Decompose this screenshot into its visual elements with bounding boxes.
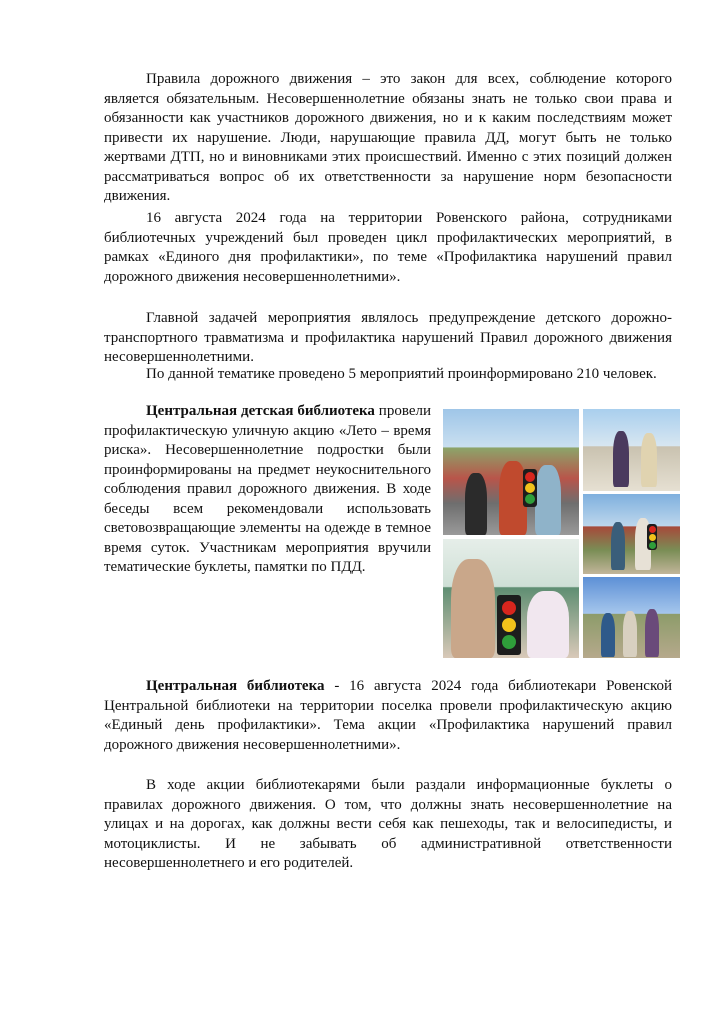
photo-collage (443, 409, 680, 658)
photo-square (583, 577, 680, 658)
photo-library-interior (443, 539, 579, 658)
children-library-text: провели профилактическую уличную акцию «Лето – время риска». Несовершеннолетние подростки были проинформированы на предмет неукоснительного соблюдения правил дорожного движения. В ходе беседы всем рекомендовали использовать световозвращающие элементы на одежде в темное время суток. Участникам мероприятия вручили тематические буклеты, памятки по ПДД. (104, 403, 431, 575)
photo-street-sidewalk (583, 409, 680, 491)
paragraph-children-library (104, 402, 431, 578)
paragraph-intro: Правила дорожного движения – это закон для всех, соблюдение которого является обязательным. Несовершеннолетние обязаны знать не только свои права и обязанности как участников дорожного движения, но и к каким последствиям может привести их нарушение. Люди, нарушающие правила ДД, могут быть не только жертвами ДТП, но и виновниками этих происшествий. Именно с этих позиций должен рассматриваться вопрос об их ответственности за нарушение норм безопасности движения. (104, 71, 672, 204)
paragraph-central-library (104, 677, 672, 755)
paragraph-main-task: Главной задачей мероприятия являлось предупреждение детского дорожно-транспортного травматизма и профилактика нарушений Правил дорожного движения несовершеннолетними. (104, 310, 672, 365)
central-library-heading: Центральная библиотека (146, 678, 325, 694)
paragraph-closing: В ходе акции библиотекарями были раздали информационные буклеты о правилах дорожного движения. О том, что должны знать несовершеннолетние на улицах и на дорогах, как должны вести себя как пешеходы, так и велосипедисты, и мотоциклисты. И не забывать об административной ответственности несовершеннолетнего и его родителей. (104, 777, 672, 871)
paragraph-event-date: 16 августа 2024 года на территории Ровенского района, сотрудниками библиотечных учреждений был проведен цикл профилактических мероприятий, в рамках «Единого дня профилактики», по теме «Профилактика нарушений правил дорожного движения несовершеннолетними». (104, 210, 672, 285)
paragraph-event-count: По данной тематике проведено 5 мероприятий проинформировано 210 человек. (146, 366, 657, 382)
photo-store-front (443, 409, 579, 535)
central-library-text: - 16 августа 2024 года библиотекари Ровенской Центральной библиотеки на территории поселка провели профилактическую акцию «Единый день профилактики». Тема акции «Профилактика нарушений правил дорожного движения несовершеннолетними». (104, 678, 672, 753)
photo-village-street (583, 494, 680, 574)
children-library-heading: Центральная детская библиотека (146, 403, 375, 419)
